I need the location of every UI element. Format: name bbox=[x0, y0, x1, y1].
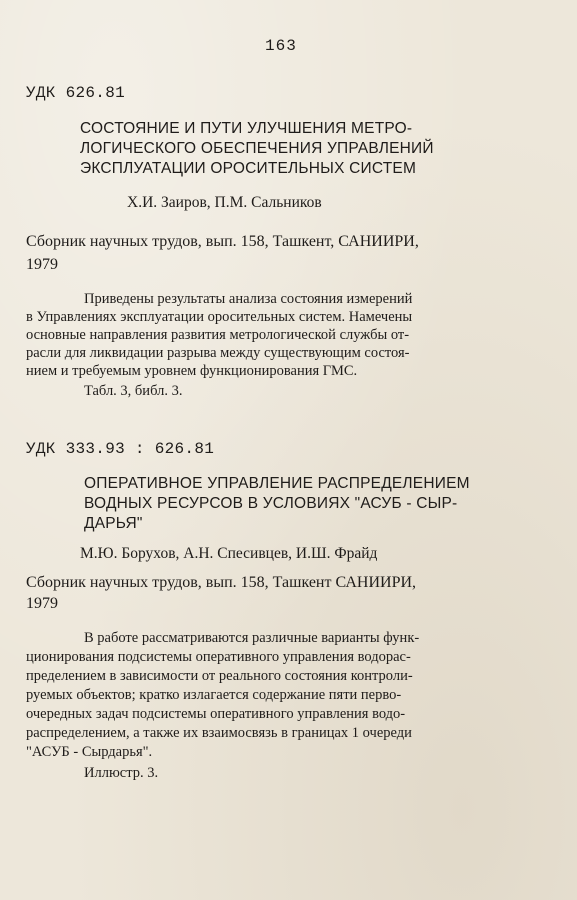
abstract-line: "АСУБ - Сырдарья". bbox=[26, 744, 153, 760]
abstract-line: Приведены результаты анализа состояния измерений bbox=[84, 291, 413, 307]
udc-code: УДК 626.81 bbox=[26, 84, 126, 102]
abstract-line: Табл. 3, библ. 3. bbox=[84, 383, 183, 399]
page-number: 163 bbox=[265, 37, 297, 55]
abstract-line: В работе рассматриваются различные варианты функ- bbox=[84, 630, 420, 646]
article-title-line: ОПЕРАТИВНОЕ УПРАВЛЕНИЕ РАСПРЕДЕЛЕНИЕМ bbox=[84, 475, 470, 492]
source-line: 1979 bbox=[26, 595, 58, 612]
article-title-line: СОСТОЯНИЕ И ПУТИ УЛУЧШЕНИЯ МЕТРО- bbox=[80, 120, 413, 137]
abstract-line: распределением, а также их взаимосвязь в границах 1 очереди bbox=[26, 725, 412, 741]
abstract-line: нием и требуемым уровнем функционирования ГМС. bbox=[26, 363, 358, 379]
article-title-line: ЭКСПЛУАТАЦИИ ОРОСИТЕЛЬНЫХ СИСТЕМ bbox=[80, 160, 417, 177]
abstract-line: ционирования подсистемы оперативного управления водорас- bbox=[26, 649, 411, 665]
article-title-line: ВОДНЫХ РЕСУРСОВ В УСЛОВИЯХ "АСУБ - СЫР- bbox=[84, 495, 458, 512]
article-title-line: ДАРЬЯ" bbox=[84, 515, 143, 532]
abstract-line: Иллюстр. 3. bbox=[84, 765, 159, 781]
abstract-line: руемых объектов; кратко излагается содержание пяти перво- bbox=[26, 687, 402, 703]
abstract-line: расли для ликвидации разрыва между существующим состоя- bbox=[26, 345, 410, 361]
abstract-line: в Управлениях эксплуатации оросительных систем. Намечены bbox=[26, 309, 413, 325]
source-line: 1979 bbox=[26, 256, 58, 273]
authors: Х.И. Заиров, П.М. Сальников bbox=[127, 194, 322, 211]
abstract-line: пределением в зависимости от реального состояния контроли- bbox=[26, 668, 413, 684]
abstract-line: основные направления развития метрологической службы от- bbox=[26, 327, 410, 343]
abstract-line: очередных задач подсистемы оперативного управления водо- bbox=[26, 706, 406, 722]
authors: М.Ю. Борухов, А.Н. Спесивцев, И.Ш. Фрайд bbox=[80, 545, 378, 562]
article-title-line: ЛОГИЧЕСКОГО ОБЕСПЕЧЕНИЯ УПРАВЛЕНИЙ bbox=[80, 140, 434, 157]
source-line: Сборник научных трудов, вып. 158, Ташкент, САНИИРИ, bbox=[26, 233, 419, 250]
udc-code: УДК 333.93 : 626.81 bbox=[26, 440, 215, 458]
source-line: Сборник научных трудов, вып. 158, Ташкент САНИИРИ, bbox=[26, 574, 417, 591]
